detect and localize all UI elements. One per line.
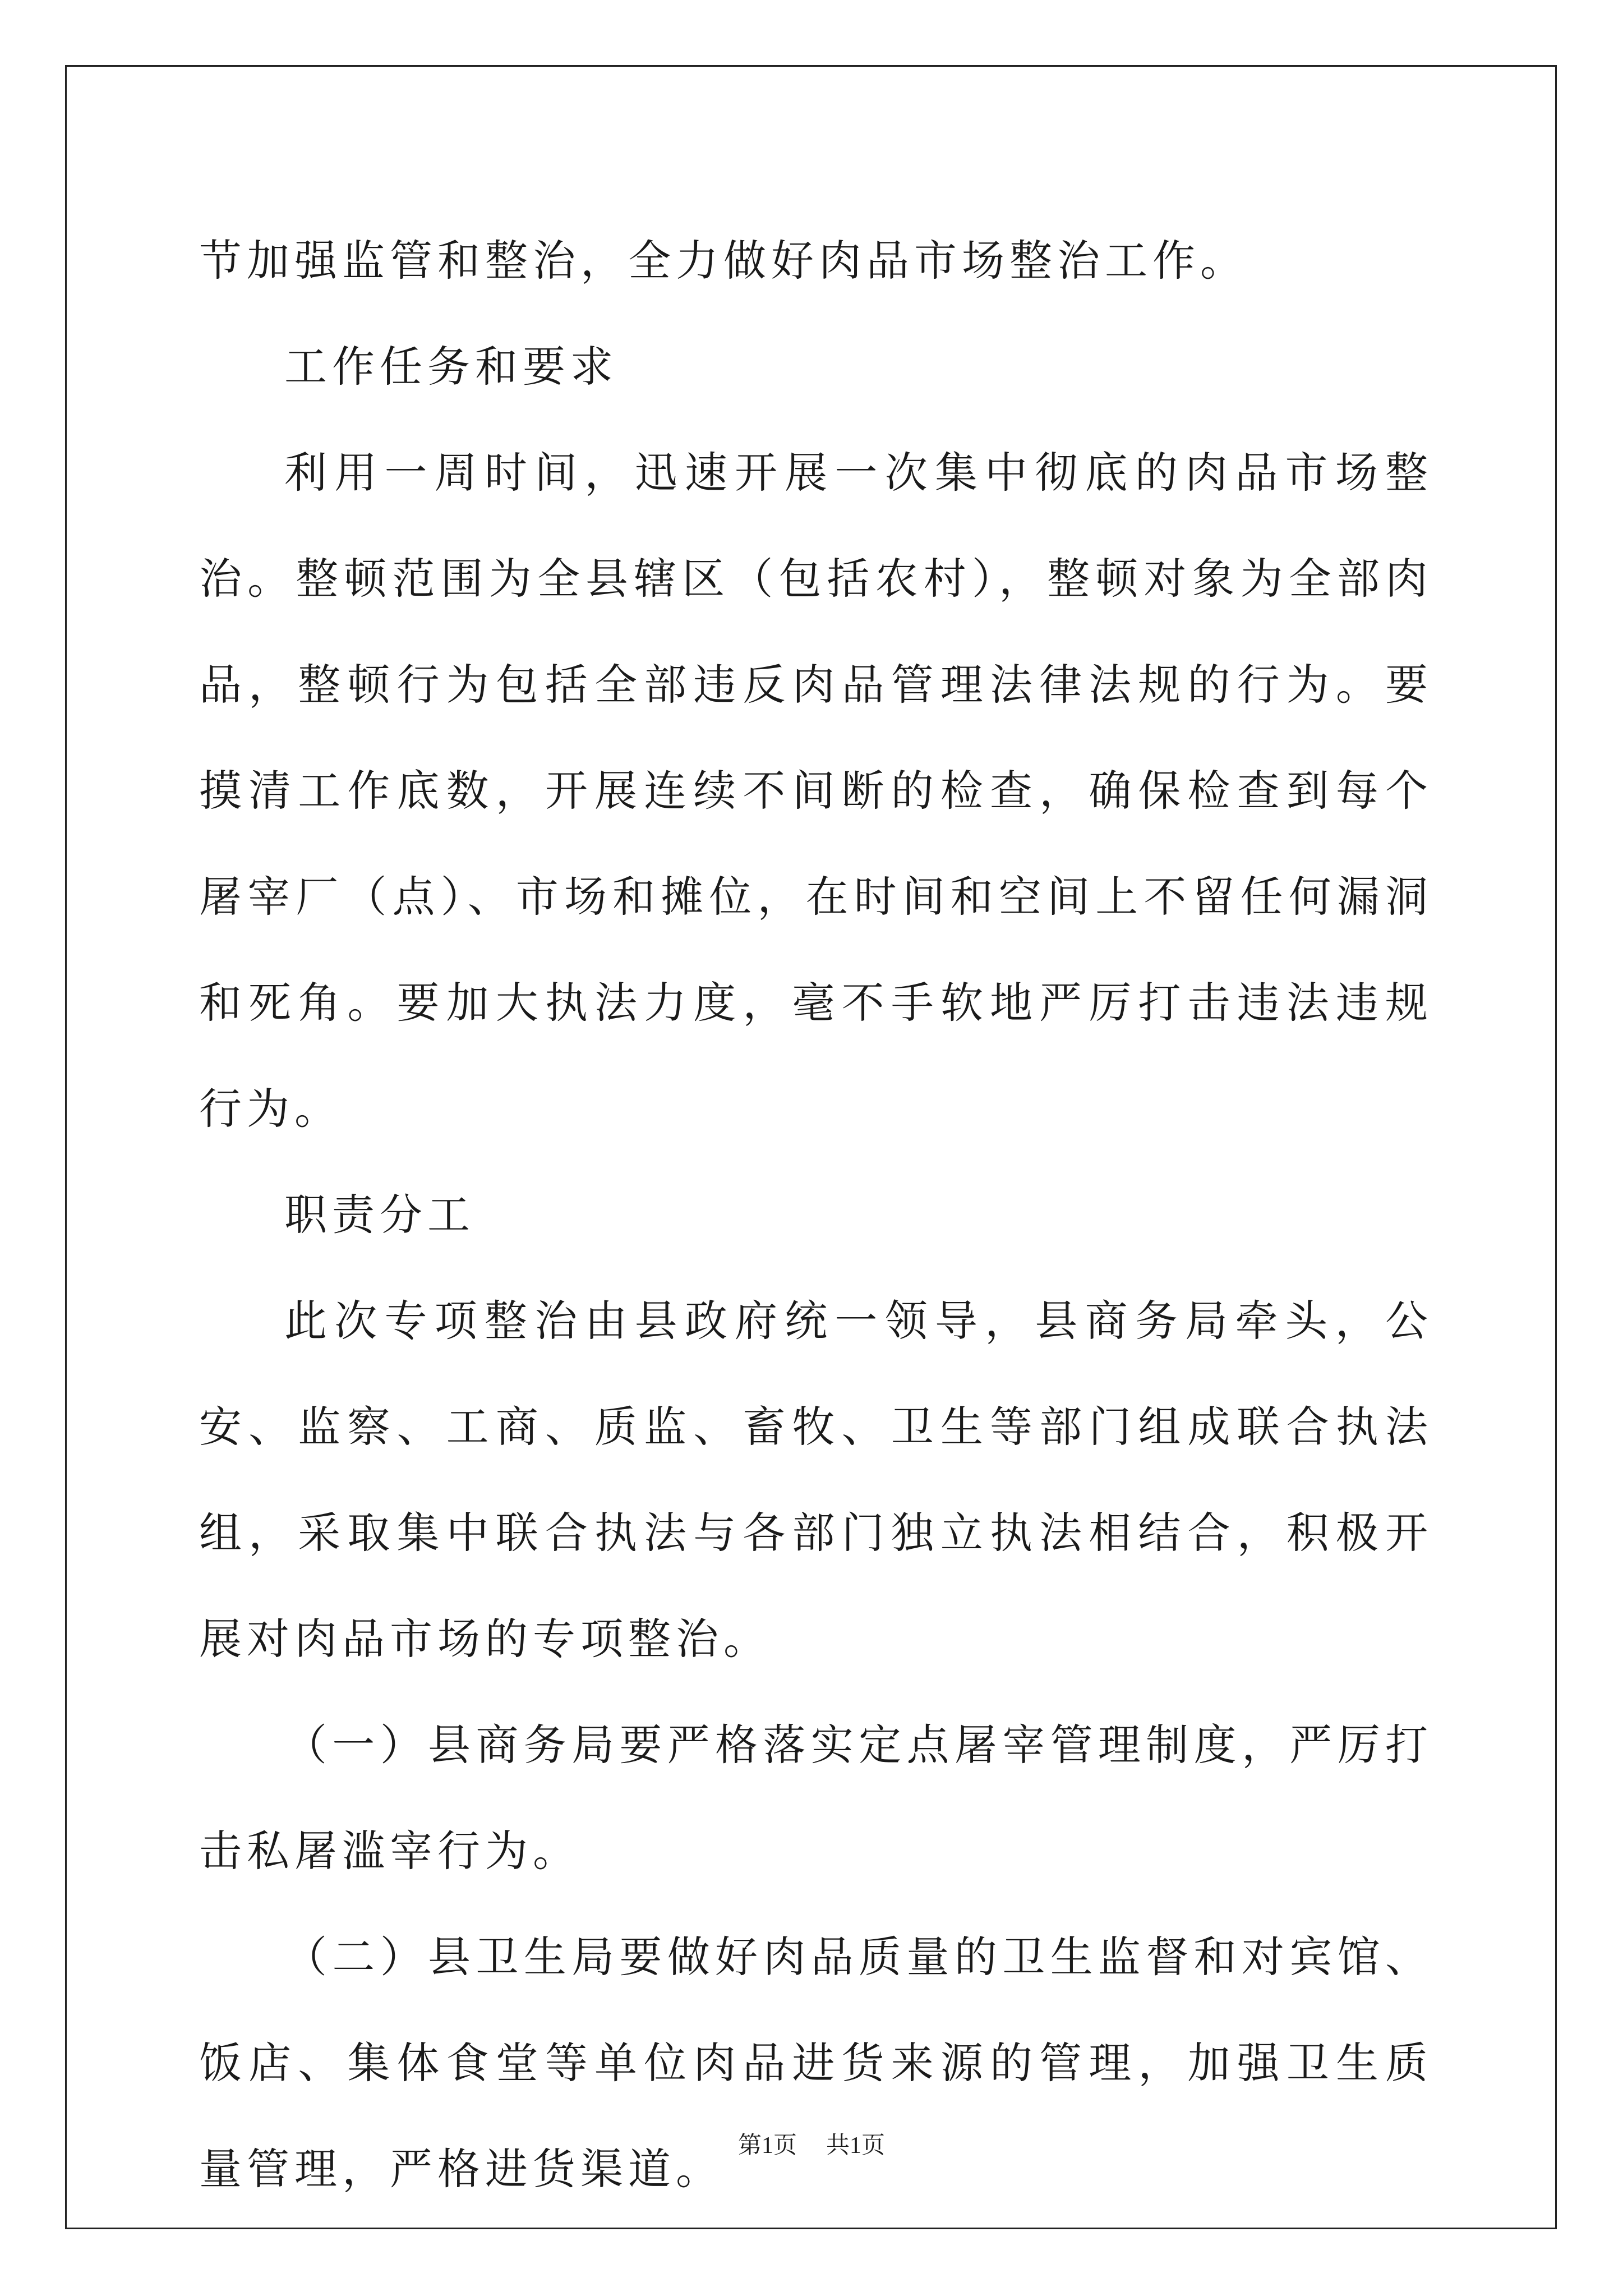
paragraph-item-2: （二）县卫生局要做好肉品质量的卫生监督和对宾馆、饭店、集体食堂等单位肉品进货来源的管理，加强卫生质量管理，严格进货渠道。 xyxy=(199,1932,1433,2194)
paragraph-continuation: 节加强监管和整治，全力做好肉品市场整治工作。 xyxy=(199,236,1248,286)
paragraph-duties: 此次专项整治由县政府统一领导，县商务局牵头，公安、监察、工商、质监、畜牧、卫生等部门组成联合执法组，采取集中联合执法与各部门独立执法相结合，积极开展对肉品市场的专项整治。 xyxy=(199,1296,1433,1664)
paragraph-tasks: 利用一周时间，迅速开展一次集中彻底的肉品市场整治。整顿范围为全县辖区（包括农村），整顿对象为全部肉品，整顿行为包括全部违反肉品管理法律法规的行为。要摸清工作底数，开展连续不间断的检查，确保检查到每个屠宰厂（点）、市场和摊位，在时间和空间上不留任何漏洞和死角。要加大执法力度，毫不手软地严厉打击违法违规行为。 xyxy=(199,448,1433,1134)
section-heading-tasks: 工作任务和要求 xyxy=(284,342,618,392)
page-footer xyxy=(0,2132,1623,2160)
page-total: 共1页 xyxy=(826,2133,886,2159)
paragraph-item-1: （一）县商务局要严格落实定点屠宰管理制度，严厉打击私屠滥宰行为。 xyxy=(199,1720,1433,1876)
page-number: 第1页 xyxy=(737,2133,797,2159)
section-heading-duties: 职责分工 xyxy=(284,1190,475,1240)
document-body xyxy=(199,208,1433,2222)
